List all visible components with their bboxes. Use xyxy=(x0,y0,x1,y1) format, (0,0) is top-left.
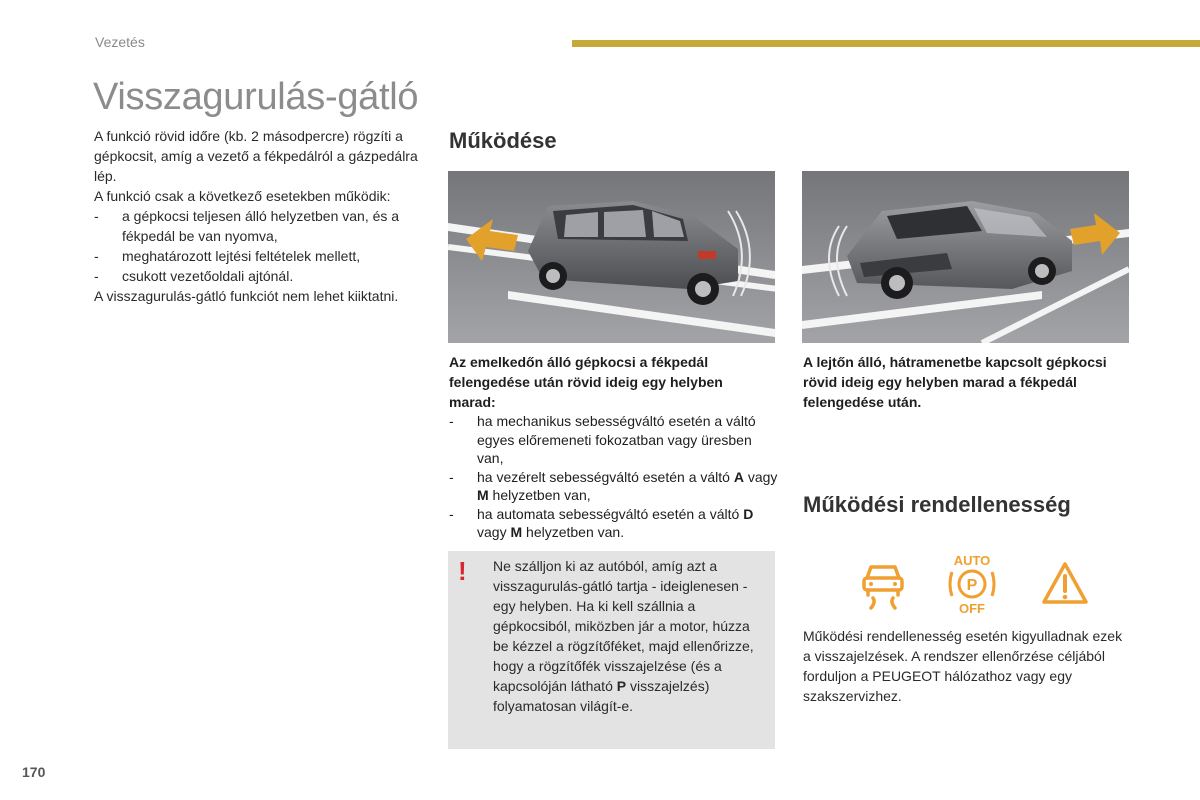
intro-paragraph-1: A funkció rövid időre (kb. 2 másodpercre) rögzíti a gépkocsit, amíg a vezető a fékpedálról a gázpedálra lép. xyxy=(94,128,418,184)
intro-paragraph-2: A funkció csak a következő esetekben működik: xyxy=(94,188,391,204)
skidding-car-icon xyxy=(858,558,908,614)
list-item: - ha automata sebességváltó esetén a váltó D vagy M helyzetben van. xyxy=(449,505,754,540)
page-number: 170 xyxy=(22,764,46,780)
uphill-caption: Az emelkedőn álló gépkocsi a fékpedál felengedése után rövid ideig egy helyben marad: xyxy=(449,354,723,410)
intro-column xyxy=(94,126,424,306)
list-item: - a gépkocsi teljesen álló helyzetben van, és a fékpedál be van nyomva, xyxy=(94,208,400,244)
malfunction-text: Működési rendellenesség esetén kigyulladnak ezek a visszajelzések. A rendszer ellenőrzése céljából forduljon a PEUGEOT hálózathoz vagy egy szakszervizhez. xyxy=(803,628,1123,704)
intro-paragraph-3: A visszagurulás-gátló funkciót nem lehet kiiktatni. xyxy=(94,288,399,304)
malfunction-heading: Működési rendellenesség xyxy=(803,492,1071,517)
page-title: Visszagurulás-gátló xyxy=(93,76,419,118)
intro-conditions-list xyxy=(94,206,424,286)
auto-parking-brake-off-icon xyxy=(944,552,1000,616)
parking-p-label: P xyxy=(966,577,978,594)
header-accent-bar xyxy=(572,40,1200,47)
off-label: OFF xyxy=(959,601,985,616)
downhill-car-illustration xyxy=(802,171,1129,343)
section-label: Vezetés xyxy=(95,34,145,50)
list-item: - csukott vezetőoldali ajtónál. xyxy=(94,268,294,284)
list-item: - meghatározott lejtési feltételek mellett, xyxy=(94,248,361,264)
warning-text: Ne szálljon ki az autóból, amíg azt a visszagurulás-gátló tartja - ideiglenesen - egy helyben. Ha ki kell szállnia a gépkocsiból, miközben jár a motor, húzza be kézzel a rögzítőféket, majd ellenőrizze, hogy a rögzítőfék visszajelzése (és a kapcsolóján látható P visszajelzés) folyamatosan világít-e. xyxy=(493,558,754,714)
downhill-caption: A lejtőn álló, hátramenetbe kapcsolt gépkocsi rövid ideig egy helyben marad a fékpedál felengedése után. xyxy=(803,354,1107,410)
exclamation-icon: ! xyxy=(458,556,467,586)
operation-heading: Működése xyxy=(449,128,557,153)
uphill-car-illustration xyxy=(448,171,775,343)
list-item: - ha mechanikus sebességváltó esetén a váltó egyes előremeneti fokozatban vagy üresben van, xyxy=(449,413,756,466)
operation-conditions-list xyxy=(449,412,779,542)
warning-triangle-icon xyxy=(1040,558,1090,614)
list-item: - ha vezérelt sebességváltó esetén a váltó A vagy M helyzetben van, xyxy=(449,468,778,503)
auto-label: AUTO xyxy=(953,553,991,568)
